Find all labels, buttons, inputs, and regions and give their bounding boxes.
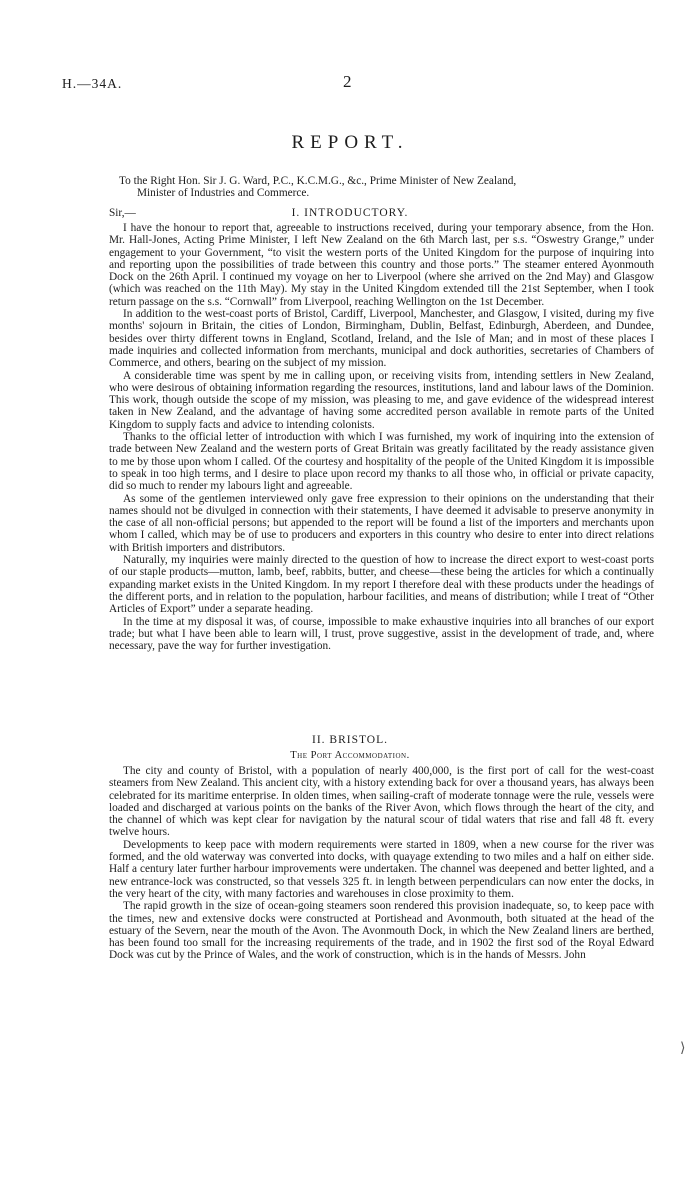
address-line-2: Minister of Industries and Commerce.	[137, 187, 310, 200]
paragraph: In addition to the west-coast ports of Bristol, Cardiff, Liverpool, Manchester, and Glasgow, I visited, during my five months' sojourn in Britain, the cities of London, Birmingham, Dublin, Belfast, Edinburgh, Aberdeen, and Dundee, besides over thirty different towns in England, Scotland, Ireland, and the Isle of Man; and in most of these places I made inquiries and collected information from merchants, municipal and dock authorities, secretaries of Chambers of Commerce, and others, bearing on the subject of my mission.	[109, 308, 654, 370]
salutation: Sir,—	[109, 207, 136, 219]
margin-scribble-mark: ⟩	[680, 1041, 686, 1056]
paragraph: As some of the gentlemen interviewed only gave free expression to their opinions on the understanding that their names should not be divulged in connection with their statements, I have deemed it advisable to preserve anonymity in the case of all non-official persons; but appended to the report will be found a list of the importers and merchants upon whom I called, which may be of use to producers and exporters in this country who desire to enter into direct relations with British importers and distributors.	[109, 492, 654, 554]
paragraph: Thanks to the official letter of introduction with which I was furnished, my work of inquiring into the extension of trade between New Zealand and the western ports of Great Britain was greatly facilitated by the ready assistance given to me by those upon whom I called. Of the courtesy and hospitality of the people of the United Kingdom it is impossible to speak in too high terms, and I desire to place upon record my thanks to all those who, in official or private capacity, did so much to render my labours light and agreeable.	[109, 431, 654, 493]
paragraph: I have the honour to report that, agreeable to instructions received, during your temporary absence, from the Hon. Mr. Hall-Jones, Acting Prime Minister, I left New Zealand on the 6th March last, per s.s. “Oswestry Grange,” under engagement to your Government, “to visit the western ports of the United Kingdom for the purpose of inquiring into and reporting upon the possibilities of trade between this country and those ports.” The steamer entered Ayonmouth Dock on the 26th April. I continued my voyage on her to Liverpool (where she arrived on the 2nd May) and Glasgow (which was reached on the 11th May). My stay in the United Kingdom extended till the 21st September, when I took return passage on the s.s. “Cornwall” from Liverpool, reaching Wellington on the 1st December.	[109, 222, 654, 308]
paragraph: The city and county of Bristol, with a population of nearly 400,000, is the first port of call for the west-coast steamers from New Zealand. This ancient city, with a history extending back for over a thousand years, has always been celebrated for its maritime enterprise. In olden times, when sailing-craft of moderate tonnage were the rule, vessels were loaded and discharged at various points on the banks of the River Avon, which flows through the heart of the city, and the channel of which was kept clear for navigation by the natural scour of tidal waters that rise and fall 48 ft. every twelve hours.	[109, 765, 654, 839]
section-subheading-port-accommodation: The Port Accommodation.	[290, 750, 410, 761]
section-bristol-body	[109, 765, 654, 962]
address-block	[109, 175, 654, 200]
paragraph: Naturally, my inquiries were mainly directed to the question of how to increase the direct export to west-coast ports of our staple products—mutton, lamb, beef, rabbits, butter, and cheese—these being the articles for which a continually expanding market exists in the United Kingdom. In my report I therefore deal with these products under the headings of the different ports, and in relation to the population, harbour facilities, and means of distribution; while I treat of “Other Articles of Export” under a separate heading.	[109, 554, 654, 616]
report-title: REPORT.	[291, 132, 409, 153]
paragraph: The rapid growth in the size of ocean-going steamers soon rendered this provision inadequate, so, to keep pace with the times, new and extensive docks were constructed at Portishead and Avonmouth, both situated at the head of the estuary of the Severn, near the mouth of the Avon. The Avonmouth Dock, in which the New Zealand liners are berthed, has been found too small for the increasing requirements of the trade, and in 1902 the first sod of the Royal Edward Dock was cut by the Prince of Wales, and the work of construction, which is in the hands of Messrs. John	[109, 900, 654, 962]
paragraph: Developments to keep pace with modern requirements were started in 1809, when a new course for the river was formed, and the old waterway was converted into docks, with quayage extending to two miles and a half on either side. Half a century later further harbour improvements were undertaken. The channel was deepened and better lighted, and a new entrance-lock was constructed, so that vessels 325 ft. in length between perpendiculars can now enter the docks, in the very heart of the city, with many factories and warehouses in close proximity to them.	[109, 838, 654, 900]
section-heading-introductory: I. INTRODUCTORY.	[291, 207, 409, 219]
section-introductory-body	[109, 222, 654, 652]
page-number: 2	[343, 72, 352, 91]
section-heading-bristol: II. BRISTOL.	[312, 734, 388, 746]
paragraph: A considerable time was spent by me in calling upon, or receiving visits from, intending settlers in New Zealand, who were desirous of obtaining information regarding the resources, institutions, land and labour laws of the Dominion. This work, though outside the scope of my mission, was pleasing to me, and gave evidence of the widespread interest taken in New Zealand, and the advantage of having some accredited person available in remote parts of the United Kingdom to supply facts and advice to intending colonists.	[109, 369, 654, 431]
paragraph: In the time at my disposal it was, of course, impossible to make exhaustive inquiries into all branches of our export trade; but what I have been able to learn will, I trust, prove suggestive, assist in the development of trade, and, where necessary, pave the way for further investigation.	[109, 615, 654, 653]
address-line-1: To the Right Hon. Sir J. G. Ward, P.C., K.C.M.G., &c., Prime Minister of New Zealand,	[119, 175, 517, 187]
page-reference: H.—34A.	[62, 76, 123, 91]
